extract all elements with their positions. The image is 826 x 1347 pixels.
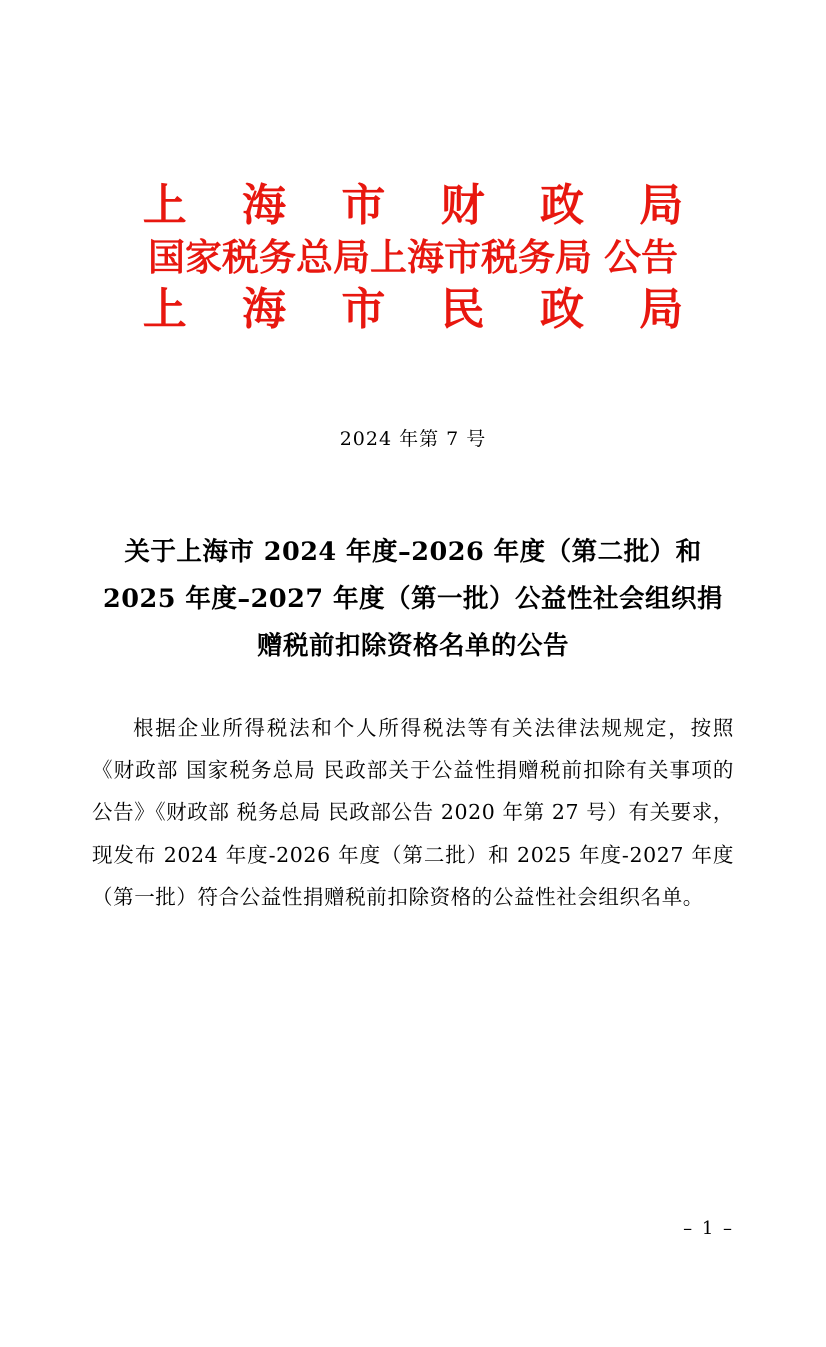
page-title: 关于上海市 2024 年度–2026 年度（第二批）和 2025 年度–2027 年度（第一批）公益性社会组织捐赠税前扣除资格名单的公告 bbox=[103, 536, 723, 662]
masthead-line-civil-affairs-bureau: 上 海 市 民 政 局 bbox=[142, 283, 704, 335]
masthead bbox=[92, 178, 734, 338]
masthead-line-finance-bureau: 上 海 市 财 政 局 bbox=[142, 180, 704, 231]
document-page bbox=[0, 178, 826, 1347]
issue-number: 2024 年第 7 号 bbox=[339, 427, 487, 450]
body-paragraph: 根据企业所得税法和个人所得税法等有关法律法规规定，按照《财政部 国家税务总局 民政部关于公益性捐赠税前扣除有关事项的公告》《财政部 税务总局 民政部公告 2020 年第 27 号）有关要求，现发布 2024 年度-2026 年度（第二批）和 2025 年度-2027 年度（第一批）符合公益性捐赠税前扣除资格的公益性社会组织名单。 bbox=[92, 715, 734, 910]
masthead-tax-bureau-text: 国家税务总局上海市税务局 bbox=[148, 235, 592, 280]
body-text bbox=[92, 707, 734, 919]
page-number: – 1 – bbox=[683, 1218, 734, 1239]
masthead-line-tax-bureau bbox=[92, 234, 734, 281]
masthead-announcement-word: 公告 bbox=[604, 235, 678, 280]
